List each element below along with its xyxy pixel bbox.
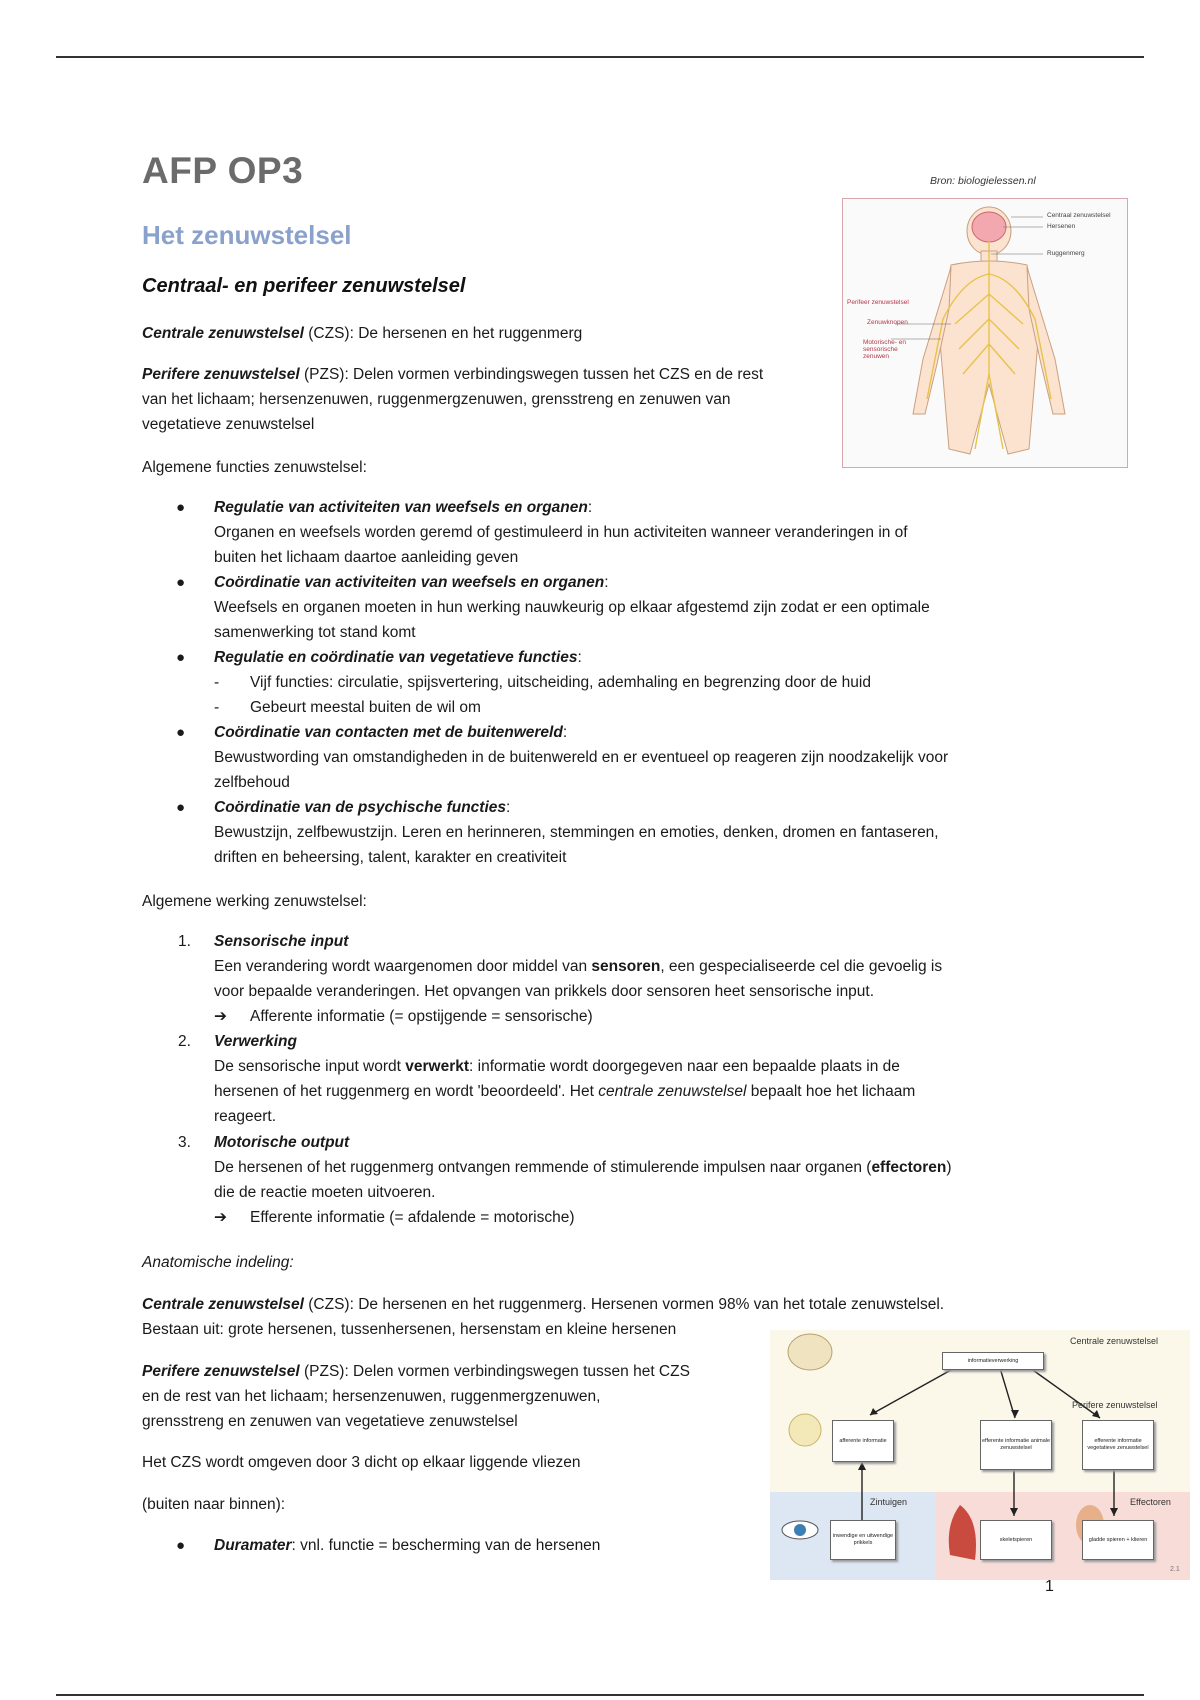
vliezen-intro: Het CZS wordt omgeven door 3 dicht op elkaar liggende vliezen bbox=[142, 1454, 581, 1471]
body-illustration bbox=[843, 199, 1127, 467]
fig1-label: Centraal zenuwstelsel bbox=[1047, 212, 1111, 219]
list-item: ● Duramater: vnl. functie = bescherming van de hersenen bbox=[176, 1537, 601, 1554]
anat-czs-definition: Centrale zenuwstelsel (CZS): De hersenen en het ruggenmerg. Hersenen vormen 98% van het totale zenuwstelsel. Bestaan uit: grote hersenen, tussenhersenen, hersenstam en kleine hersenen bbox=[142, 1296, 945, 1338]
functies-intro: Algemene functies zenuwstelsel: bbox=[142, 459, 367, 476]
list-item: 2. Verwerking De sensorische input wordt verwerkt: informatie wordt doorgegeven naar een bepaalde plaats in de hersenen of het ruggenmerg en wordt 'beoordeeld'. Het centrale zenuwstelsel bepaalt hoe het lichaam reageert. bbox=[178, 1033, 916, 1125]
neuron-icon bbox=[789, 1414, 821, 1446]
fig1-label: Zenuwknopen bbox=[867, 319, 908, 326]
pzs-definition: Perifere zenuwstelsel (PZS): Delen vormen verbindingswegen tussen het CZS en de rest van het lichaam; hersenzenuwen, ruggenmergzenuwen, grensstreng en zenuwen van vegetatieve zenuwstelsel bbox=[142, 366, 764, 433]
vliezen-direction: (buiten naar binnen): bbox=[142, 1496, 286, 1513]
list-item: ● Coördinatie van activiteiten van weefsels en organen: Weefsels en organen moeten in hun werking nauwkeurig op elkaar afgestemd zijn zodat er een optimale samenwerking tot stand komt bbox=[176, 574, 930, 641]
anatomische-heading: Anatomische indeling: bbox=[142, 1254, 294, 1271]
czs-label: Centrale zenuwstelsel bbox=[1070, 1336, 1159, 1346]
fig1-label: Hersenen bbox=[1047, 223, 1076, 230]
figure-code: 2.1 bbox=[1170, 1566, 1180, 1573]
list-item: ● Regulatie van activiteiten van weefsels en organen: Organen en weefsels worden geremd of gestimuleerd in hun activiteiten wanneer veranderingen in of buiten het lichaam daartoe aanleiding geven bbox=[176, 499, 908, 566]
list-item: ● Coördinatie van contacten met de buitenwereld: Bewustwording van omstandigheden in de buitenwereld en er eventueel op reageren zijn noodzakelijk voor zelfbehoud bbox=[176, 724, 949, 791]
list-item: ● Regulatie en coördinatie van vegetatieve functies: - Vijf functies: circulatie, spijsvertering, uitscheiding, ademhaling en begrenzing door de huid - Gebeurt meestal buiten de wil om bbox=[176, 649, 871, 716]
information-flow-figure bbox=[770, 1330, 1190, 1580]
list-item: ● Coördinatie van de psychische functies: Bewustzijn, zelfbewustzijn. Leren en herinneren, stemmingen en emoties, denken, dromen en fantaseren, driften en beheersing, talent, karakter en creativiteit bbox=[176, 799, 939, 866]
subsection-heading: Centraal- en perifeer zenuwstelsel bbox=[142, 275, 466, 297]
box-efferent-vegetatief: efferente informatie vegetatieve zenuwstelsel bbox=[1082, 1420, 1154, 1470]
zintuigen-label: Zintuigen bbox=[870, 1497, 908, 1507]
page-number: 1 bbox=[1045, 1578, 1054, 1595]
box-gladde-spieren: gladde spieren + klieren bbox=[1082, 1520, 1154, 1560]
box-prikkels: inwendige en uitwendige prikkels bbox=[830, 1520, 896, 1560]
fig1-label: Motorische- en sensorische zenuwen bbox=[863, 339, 906, 360]
anat-pzs-definition: Perifere zenuwstelsel (PZS): Delen vormen verbindingswegen tussen het CZS en de rest van het lichaam; hersenzenuwen, ruggenmergzenuwen, grensstreng en zenuwen van vegetatieve zenuwstelsel bbox=[142, 1363, 690, 1430]
box-afferent: afferente informatie bbox=[832, 1420, 894, 1462]
brain-icon bbox=[788, 1334, 832, 1370]
box-informatieverwerking: informatieverwerking bbox=[942, 1352, 1044, 1370]
section-heading: Het zenuwstelsel bbox=[142, 220, 352, 250]
list-item: 1. Sensorische input Een verandering wordt waargenomen door middel van sensoren, een gespecialiseerde cel die gevoelig is voor bepaalde veranderingen. Het opvangen van prikkels door sensoren heet sensorische input. ➔ Afferente informatie (= opstijgende = sensorische) bbox=[178, 933, 943, 1025]
fig1-label: Perifeer zenuwstelsel bbox=[847, 299, 909, 306]
fig1-label: Ruggenmerg bbox=[1047, 250, 1085, 257]
top-rule bbox=[56, 56, 1144, 58]
bottom-rule bbox=[56, 1694, 1144, 1696]
werking-intro: Algemene werking zenuwstelsel: bbox=[142, 893, 367, 910]
figure-source: Bron: biologielessen.nl bbox=[930, 175, 1036, 187]
box-efferent-animaal: efferente informatie animale zenuwstelsel bbox=[980, 1420, 1052, 1470]
box-skeletspieren: skeletspieren bbox=[980, 1520, 1052, 1560]
pzs-label: Perifere zenuwstelsel bbox=[1072, 1400, 1158, 1410]
effectoren-label: Effectoren bbox=[1130, 1497, 1171, 1507]
muscle-icon bbox=[949, 1505, 976, 1560]
list-item: 3. Motorische output De hersenen of het ruggenmerg ontvangen remmende of stimulerende impulsen naar organen (effectoren) die de reactie moeten uitvoeren. ➔ Efferente informatie (= afdalende = motorische) bbox=[178, 1134, 952, 1226]
nervous-system-figure bbox=[842, 198, 1128, 468]
czs-definition: Centrale zenuwstelsel (CZS): De hersenen en het ruggenmerg bbox=[142, 325, 583, 342]
page-title: AFP OP3 bbox=[142, 150, 304, 191]
